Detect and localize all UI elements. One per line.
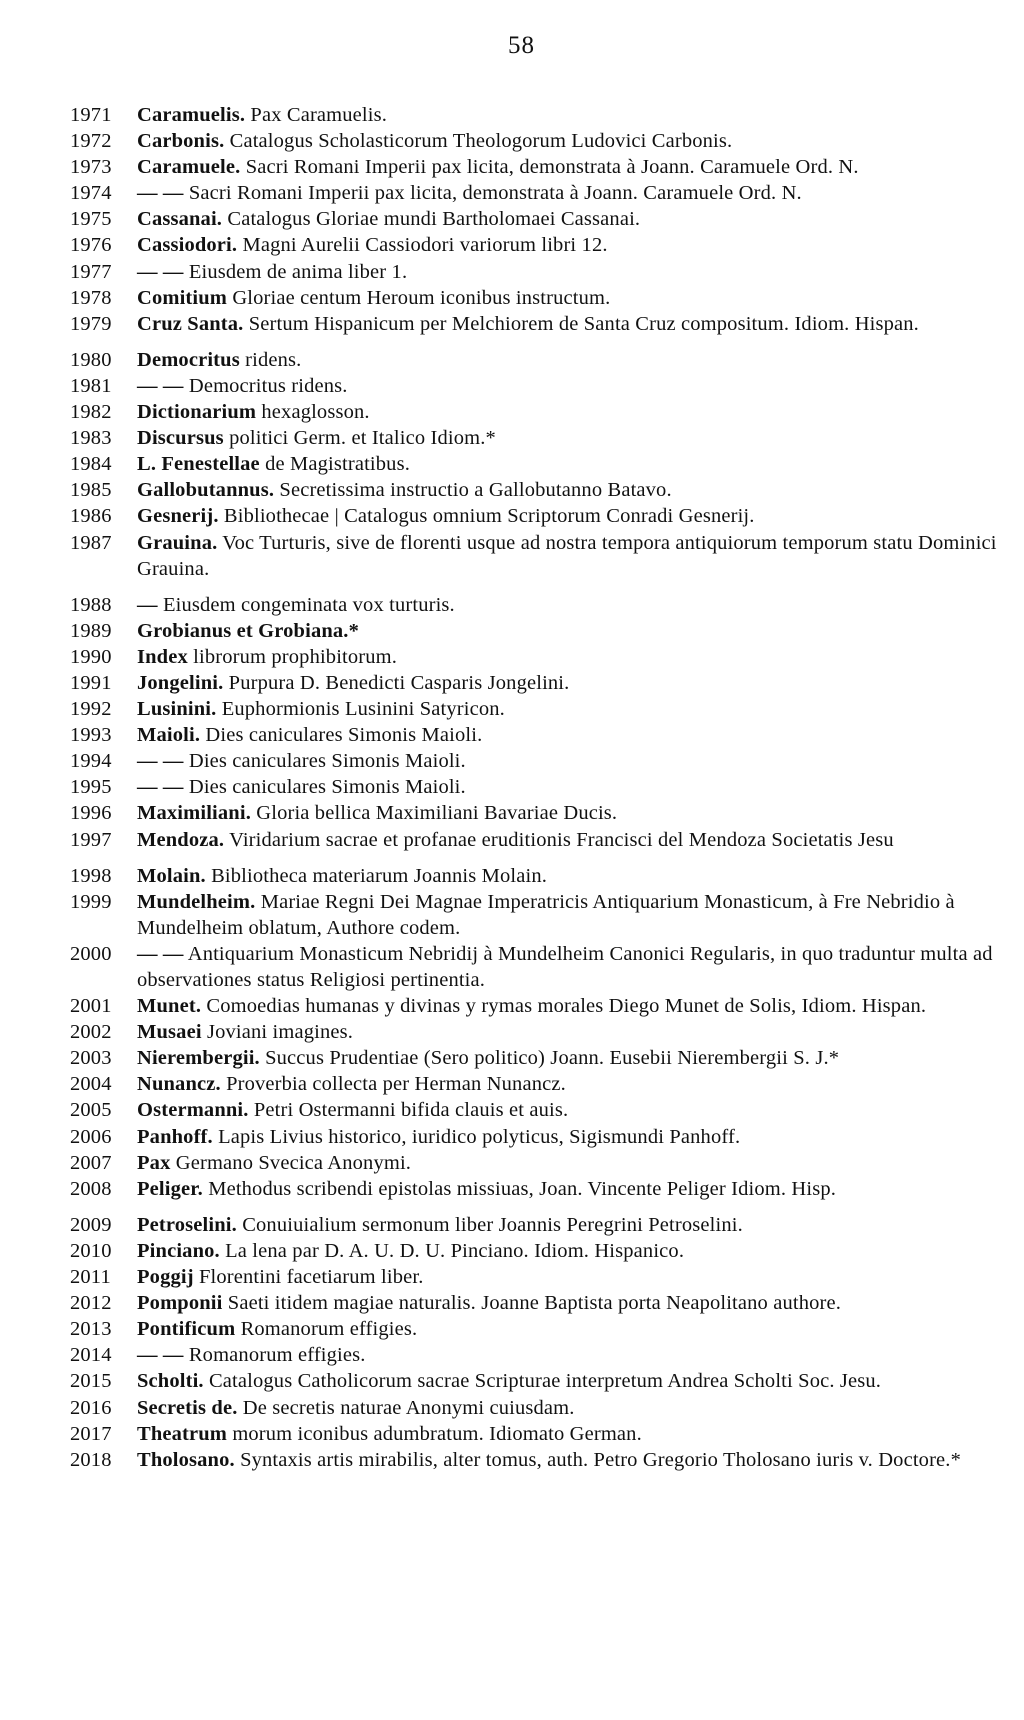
entry-description: Petri Ostermanni bifida clauis et auis. [253, 1099, 569, 1122]
entry-description: Dies caniculares Simonis Maioli. [188, 776, 466, 799]
entry-number: 2016 [70, 1396, 112, 1419]
entry-text [137, 128, 1004, 154]
entry-heading: — — [137, 182, 184, 205]
entry-number: 2002 [70, 1021, 112, 1044]
entry-description: Romanorum effigies. [240, 1318, 418, 1341]
entry-text [137, 373, 1004, 399]
entry-heading: Maioli. [137, 724, 201, 747]
entry-heading: — — [137, 942, 184, 965]
entry-heading: Discursus [137, 427, 224, 450]
entry-description: La lena par D. A. U. D. U. Pinciano. Idiom. Hispanico. [225, 1239, 685, 1262]
entry-description: Euphormionis Lusinini Satyricon. [221, 698, 505, 721]
entry-description: Florentini facetiarum liber. [198, 1266, 424, 1289]
entry-heading: — — [137, 776, 184, 799]
entry-heading: Scholti. [137, 1370, 204, 1393]
entry-description: Catalogus Gloriae mundi Bartholomaei Cassanai. [227, 208, 641, 231]
catalog-entry [0, 722, 1024, 748]
entry-text [137, 1421, 1004, 1447]
entry-heading: Musaei [137, 1021, 202, 1044]
catalog-entry [0, 1176, 1024, 1202]
entry-heading: Grauina. [137, 531, 218, 554]
entry-description: Magni Aurelii Cassiodori variorum libri 12. [242, 234, 608, 257]
catalog-entry [0, 800, 1024, 826]
entry-number: 1989 [70, 619, 112, 642]
entry-heading: Gallobutannus. [137, 479, 275, 502]
entry-text [137, 696, 1004, 722]
entry-number: 2018 [70, 1448, 112, 1471]
entry-heading: Peliger. [137, 1177, 203, 1200]
entry-heading: Maximiliani. [137, 802, 251, 825]
entry-heading: Caramuele. [137, 156, 241, 179]
entry-text [137, 206, 1004, 232]
catalog-entry-list [0, 102, 1024, 1473]
catalog-entry [0, 1150, 1024, 1176]
entry-number: 1976 [70, 234, 112, 257]
entry-text [137, 1264, 1004, 1290]
catalog-entry [0, 1264, 1024, 1290]
entry-heading: Poggij [137, 1266, 194, 1289]
catalog-entry [0, 206, 1024, 232]
entry-description: Syntaxis artis mirabilis, alter tomus, auth. Petro Gregorio Tholosano iuris v. Doctore.* [240, 1448, 961, 1471]
catalog-entry [0, 425, 1024, 451]
entry-text [137, 1395, 1004, 1421]
entry-description: Romanorum effigies. [188, 1344, 366, 1367]
entry-text [137, 425, 1004, 451]
entry-heading: Secretis de. [137, 1396, 238, 1419]
entry-description: de Magistratibus. [265, 453, 410, 476]
entry-number: 1971 [70, 104, 112, 126]
entry-text [137, 503, 1004, 529]
entry-heading: L. Fenestellae [137, 453, 260, 476]
entry-heading: Democritus [137, 348, 240, 371]
entry-description: Germano Svecica Anonymi. [175, 1151, 412, 1174]
catalog-entry [0, 774, 1024, 800]
entry-text [137, 670, 1004, 696]
catalog-entry [0, 373, 1024, 399]
entry-number: 1978 [70, 286, 112, 309]
catalog-entry [0, 827, 1024, 853]
entry-text [137, 102, 1004, 128]
entry-text [137, 722, 1004, 748]
entry-description: hexaglosson. [261, 401, 370, 424]
entry-description: Secretissima instructio a Gallobutanno Batavo. [279, 479, 672, 502]
entry-number: 1972 [70, 130, 112, 153]
entry-text [137, 259, 1004, 285]
entry-number: 1985 [70, 479, 112, 502]
catalog-entry [0, 399, 1024, 425]
catalog-entry [0, 154, 1024, 180]
entry-number: 2005 [70, 1099, 112, 1122]
entry-description: Dies caniculares Simonis Maioli. [205, 724, 483, 747]
entry-text [137, 1150, 1004, 1176]
entry-heading: Pomponii [137, 1292, 223, 1315]
entry-heading: Pinciano. [137, 1239, 220, 1262]
entry-description: Comoedias humanas y divinas y rymas morales Diego Munet de Solis, Idiom. Hispan. [206, 995, 927, 1018]
entry-text [137, 1238, 1004, 1264]
entry-number: 1984 [70, 453, 112, 476]
entry-text [137, 644, 1004, 670]
catalog-entry [0, 1212, 1024, 1238]
entry-heading: Gesnerij. [137, 505, 219, 528]
catalog-entry [0, 503, 1024, 529]
entry-description: Sacri Romani Imperii pax licita, demonstrata à Joann. Caramuele Ord. N. [245, 156, 859, 179]
entry-description: Viridarium sacrae et profanae eruditionis Francisci del Mendoza Societatis Jesu [229, 828, 894, 851]
catalog-entry [0, 1395, 1024, 1421]
entry-heading: Molain. [137, 864, 206, 887]
catalog-entry [0, 993, 1024, 1019]
catalog-entry [0, 1316, 1024, 1342]
entry-number: 2017 [70, 1422, 112, 1445]
entry-heading: Mendoza. [137, 828, 225, 851]
entry-description: De secretis naturae Anonymi cuiusdam. [242, 1396, 575, 1419]
entry-number: 1974 [70, 182, 112, 205]
entry-heading: Cruz Santa. [137, 312, 244, 335]
entry-number: 1987 [70, 531, 112, 554]
entry-number: 2001 [70, 995, 112, 1018]
entry-number: 2007 [70, 1151, 112, 1174]
entry-number: 1994 [70, 750, 112, 773]
entry-number: 1975 [70, 208, 112, 231]
catalog-entry [0, 1447, 1024, 1473]
entry-description: Catalogus Catholicorum sacrae Scripturae interpretum Andrea Scholti Soc. Jesu. [208, 1370, 882, 1393]
entry-number: 2013 [70, 1318, 112, 1341]
entry-text [137, 1019, 1004, 1045]
catalog-entry [0, 1368, 1024, 1394]
catalog-entry [0, 477, 1024, 503]
entry-text [137, 592, 1004, 618]
entry-heading: — — [137, 260, 184, 283]
entry-text [137, 1071, 1004, 1097]
entry-number: 1979 [70, 312, 112, 335]
entry-text [137, 1290, 1004, 1316]
entry-description: ridens. [245, 348, 302, 371]
entry-number: 1981 [70, 374, 112, 397]
catalog-entry [0, 748, 1024, 774]
catalog-entry [0, 311, 1024, 337]
entry-description: Proverbia collecta per Herman Nunancz. [226, 1073, 566, 1096]
entry-text [137, 399, 1004, 425]
entry-number: 1999 [70, 890, 112, 913]
catalog-entry [0, 1342, 1024, 1368]
entry-text [137, 180, 1004, 206]
entry-number: 1997 [70, 828, 112, 851]
catalog-entry [0, 102, 1024, 128]
entry-number: 1973 [70, 156, 112, 179]
entry-number: 1991 [70, 671, 112, 694]
entry-heading: Ostermanni. [137, 1099, 249, 1122]
entry-description: Lapis Livius historico, iuridico polyticus, Sigismundi Panhoff. [218, 1125, 741, 1148]
catalog-entry [0, 232, 1024, 258]
entry-number: 2010 [70, 1239, 112, 1262]
entry-text [137, 863, 1004, 889]
catalog-entry [0, 1071, 1024, 1097]
entry-number: 2000 [70, 942, 112, 965]
catalog-entry [0, 696, 1024, 722]
catalog-entry [0, 451, 1024, 477]
entry-heading: Carbonis. [137, 130, 225, 153]
entry-description: Gloria bellica Maximiliani Bavariae Ducis. [256, 802, 618, 825]
entry-heading: Nierembergii. [137, 1047, 260, 1070]
entry-description: Dies caniculares Simonis Maioli. [188, 750, 466, 773]
catalog-entry [0, 1019, 1024, 1045]
entry-heading: Tholosano. [137, 1448, 235, 1471]
entry-text [137, 1316, 1004, 1342]
entry-text [137, 1124, 1004, 1150]
entry-text [137, 1447, 1004, 1473]
entry-number: 2008 [70, 1177, 112, 1200]
catalog-entry [0, 644, 1024, 670]
entry-text [137, 800, 1004, 826]
catalog-entry [0, 670, 1024, 696]
entry-number: 1990 [70, 645, 112, 668]
entry-heading: — — [137, 750, 184, 773]
entry-text [137, 1097, 1004, 1123]
catalog-entry [0, 180, 1024, 206]
entry-heading: Pax [137, 1151, 171, 1174]
entry-text [137, 477, 1004, 503]
entry-number: 2003 [70, 1047, 112, 1070]
entry-number: 2012 [70, 1292, 112, 1315]
entry-text [137, 1176, 1004, 1202]
catalog-entry [0, 1045, 1024, 1071]
entry-text [137, 827, 1004, 853]
catalog-entry [0, 259, 1024, 285]
entry-heading: Pontificum [137, 1318, 236, 1341]
entry-number: 2014 [70, 1344, 112, 1367]
entry-number: 1992 [70, 698, 112, 721]
entry-description: Conuiuialium sermonum liber Joannis Peregrini Petroselini. [242, 1213, 743, 1236]
entry-heading: Theatrum [137, 1422, 228, 1445]
page-number: 58 [508, 32, 535, 59]
catalog-entry [0, 618, 1024, 644]
catalog-entry [0, 1124, 1024, 1150]
entry-description: Methodus scribendi epistolas missiuas, Joan. Vincente Peliger Idiom. Hisp. [208, 1177, 837, 1200]
entry-text [137, 1045, 1004, 1071]
entry-heading: Nunancz. [137, 1073, 221, 1096]
entry-number: 1993 [70, 724, 112, 747]
entry-heading: Mundelheim. [137, 890, 256, 913]
entry-heading: Munet. [137, 995, 202, 1018]
entry-heading: Jongelini. [137, 671, 224, 694]
entry-description: Democritus ridens. [188, 374, 348, 397]
entry-text [137, 154, 1004, 180]
catalog-entry [0, 592, 1024, 618]
entry-heading: Cassanai. [137, 208, 223, 231]
entry-heading: Panhoff. [137, 1125, 213, 1148]
catalog-entry [0, 1290, 1024, 1316]
catalog-entry [0, 889, 1024, 941]
entry-number: 1986 [70, 505, 112, 528]
entry-number: 1980 [70, 348, 112, 371]
entry-text [137, 889, 1004, 941]
entry-heading: — — [137, 374, 184, 397]
entry-heading: Cassiodori. [137, 234, 238, 257]
entry-number: 1977 [70, 260, 112, 283]
entry-text [137, 748, 1004, 774]
entry-number: 1982 [70, 401, 112, 424]
entry-text [137, 311, 1004, 337]
entry-text [137, 285, 1004, 311]
entry-text [137, 774, 1004, 800]
entry-heading: — — [137, 1344, 184, 1367]
catalog-entry [0, 128, 1024, 154]
entry-description: Bibliothecae | Catalogus omnium Scriptorum Conradi Gesnerij. [223, 505, 755, 528]
entry-text [137, 618, 1004, 644]
entry-number: 1983 [70, 427, 112, 450]
entry-description: Succus Prudentiae (Sero politico) Joann. Eusebii Nierembergii S. J.* [265, 1047, 840, 1070]
entry-description: Eiusdem de anima liber 1. [188, 260, 408, 283]
catalog-entry [0, 941, 1024, 993]
entry-text [137, 941, 1004, 993]
entry-description: librorum prophibitorum. [193, 645, 398, 668]
entry-number: 2009 [70, 1213, 112, 1236]
entry-description: Gloriae centum Heroum iconibus instructum. [232, 286, 611, 309]
entry-text [137, 347, 1004, 373]
entry-number: 2015 [70, 1370, 112, 1393]
entry-description: Saeti itidem magiae naturalis. Joanne Baptista porta Neapolitano authore. [227, 1292, 842, 1315]
entry-number: 1988 [70, 593, 112, 616]
entry-description: Catalogus Scholasticorum Theologorum Ludovici Carbonis. [229, 130, 733, 153]
entry-number: 1998 [70, 864, 112, 887]
entry-text [137, 1342, 1004, 1368]
entry-description: Pax Caramuelis. [250, 104, 388, 126]
catalog-entry [0, 1421, 1024, 1447]
catalog-entry [0, 347, 1024, 373]
entry-text [137, 993, 1004, 1019]
entry-number: 2011 [70, 1266, 111, 1289]
entry-heading: Lusinini. [137, 698, 217, 721]
entry-description: Antiquarium Monasticum Nebridij à Mundelheim Canonici Regularis, in quo traduntur multa ad observationes status Religiosi pertinentia. [137, 942, 993, 991]
entry-number: 1996 [70, 802, 112, 825]
entry-description: Eiusdem congeminata vox turturis. [162, 593, 455, 616]
entry-description: Joviani imagines. [206, 1021, 353, 1044]
entry-description: Mariae Regni Dei Magnae Imperatricis Antiquarium Monasticum, à Fre Nebridio à Mundelheim oblatum, Authore codem. [137, 890, 955, 939]
entry-heading: Grobianus et Grobiana.* [137, 619, 359, 642]
entry-text [137, 530, 1004, 582]
entry-text [137, 1212, 1004, 1238]
entry-description: Purpura D. Benedicti Casparis Jongelini. [228, 671, 570, 694]
catalog-entry [0, 863, 1024, 889]
entry-description: politici Germ. et Italico Idiom.* [229, 427, 496, 450]
catalog-entry [0, 530, 1024, 582]
catalog-entry [0, 1238, 1024, 1264]
entry-number: 2004 [70, 1073, 112, 1096]
entry-description: Bibliotheca materiarum Joannis Molain. [211, 864, 548, 887]
entry-description: Sertum Hispanicum per Melchiorem de Santa Cruz compositum. Idiom. Hispan. [248, 312, 919, 335]
entry-text [137, 1368, 1004, 1394]
entry-heading: — [137, 593, 158, 616]
entry-heading: Caramuelis. [137, 104, 246, 126]
entry-text [137, 232, 1004, 258]
entry-heading: Dictionarium [137, 401, 257, 424]
entry-description: morum iconibus adumbratum. Idiomato German. [232, 1422, 642, 1445]
entry-description: Voc Turturis, sive de florenti usque ad nostra tempora antiquiorum temporum statu Dominici Grauina. [137, 531, 997, 580]
entry-text [137, 451, 1004, 477]
entry-heading: Index [137, 645, 188, 668]
entry-description: Sacri Romani Imperii pax licita, demonstrata à Joann. Caramuele Ord. N. [188, 182, 802, 205]
entry-heading: Comitium [137, 286, 228, 309]
entry-heading: Petroselini. [137, 1213, 237, 1236]
catalog-entry [0, 285, 1024, 311]
catalog-entry [0, 1097, 1024, 1123]
entry-number: 1995 [70, 776, 112, 799]
entry-number: 2006 [70, 1125, 112, 1148]
